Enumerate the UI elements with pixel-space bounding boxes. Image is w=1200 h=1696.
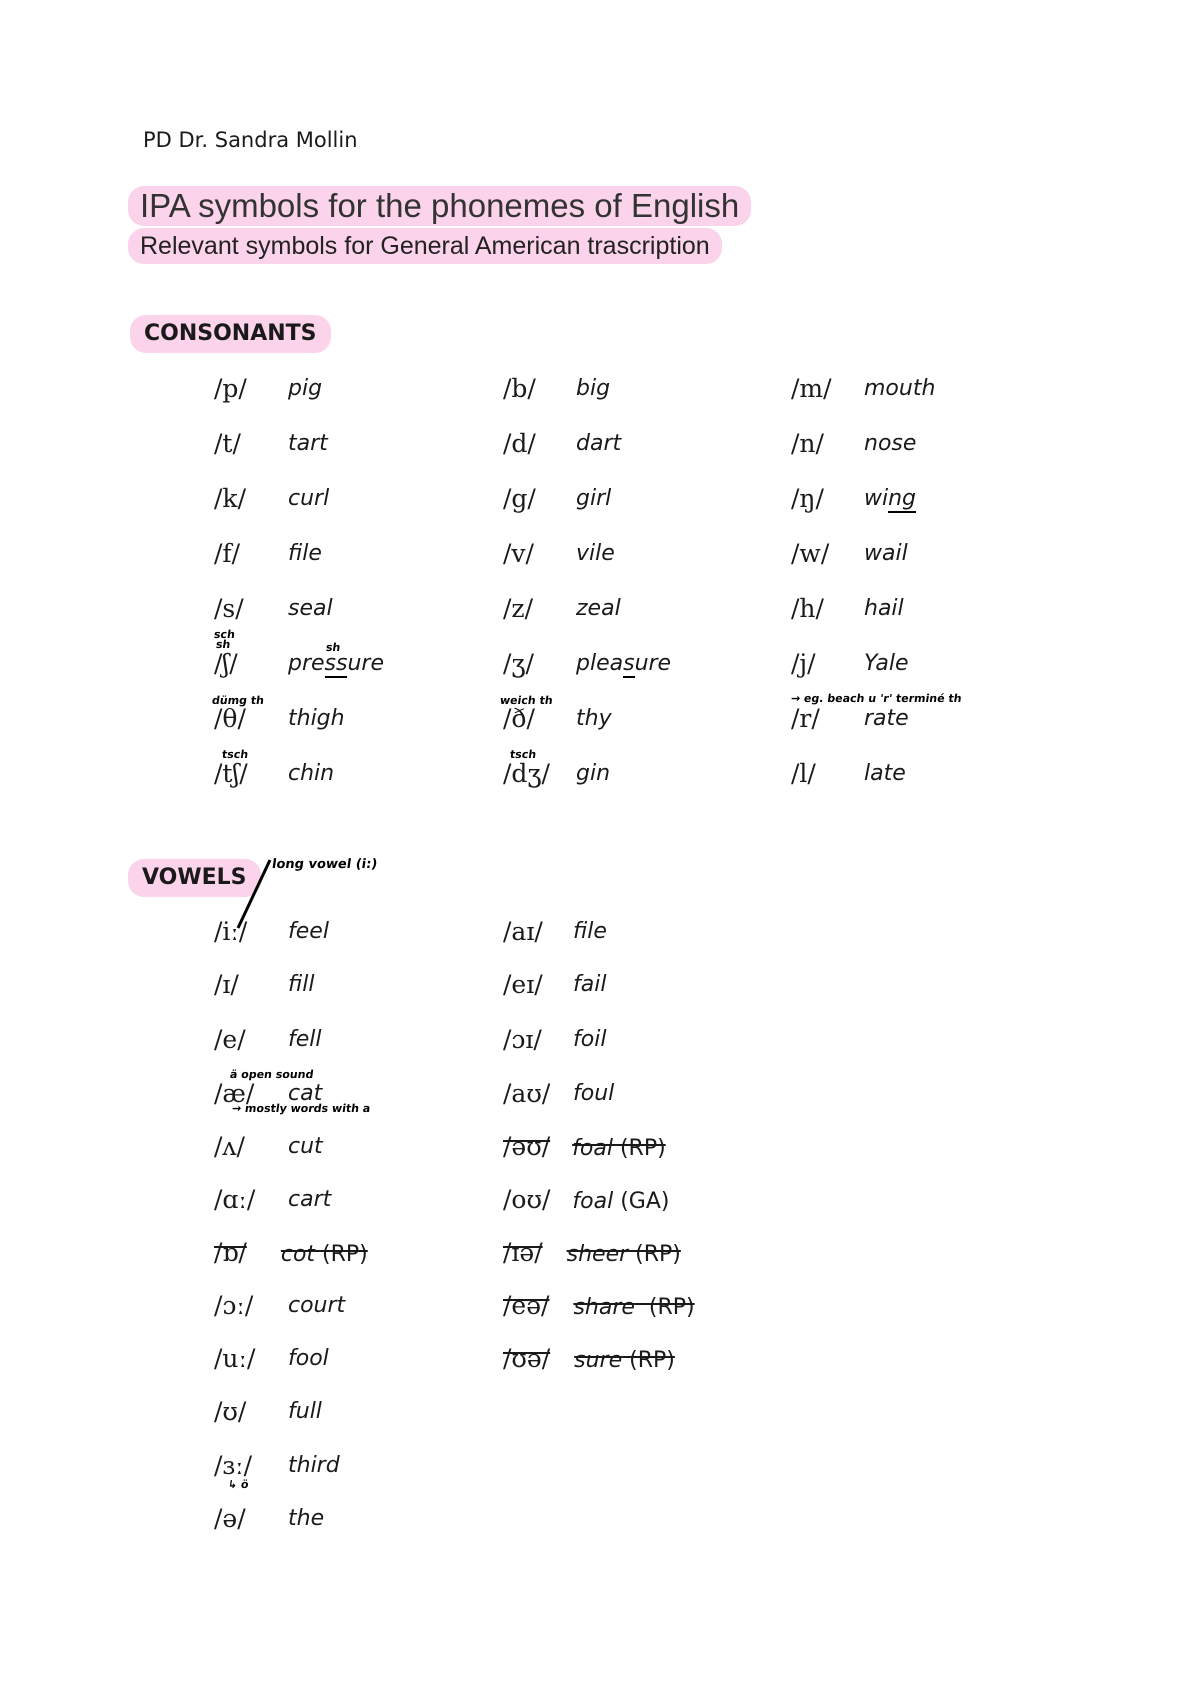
vowel-symbol: /aʊ/ bbox=[503, 1079, 551, 1108]
vowel-symbol: /ə/ bbox=[214, 1504, 246, 1533]
consonant-example: gin bbox=[576, 761, 611, 786]
struck-vowel-row bbox=[503, 1238, 681, 1267]
consonant-example: late bbox=[864, 761, 906, 786]
consonant-symbol: /s/ bbox=[214, 594, 244, 623]
vowel-example: cat bbox=[288, 1081, 323, 1106]
vowel-symbol: /ɒ/ bbox=[214, 1238, 247, 1267]
vowel-example: sheer bbox=[566, 1242, 629, 1267]
handwritten-note: sh bbox=[325, 641, 342, 654]
example-part: plea bbox=[576, 651, 624, 676]
vowel-symbol: /eə/ bbox=[503, 1291, 550, 1320]
handwritten-note: long vowel (i:) bbox=[270, 857, 379, 872]
vowel-symbol: /ɔː/ bbox=[214, 1291, 254, 1320]
page-title: IPA symbols for the phonemes of English bbox=[128, 186, 751, 226]
underlined-letters: ss bbox=[324, 651, 348, 676]
author-name: PD Dr. Sandra Mollin bbox=[143, 128, 358, 152]
handwritten-note: dümg th bbox=[211, 694, 265, 707]
handwritten-note: → mostly words with a bbox=[231, 1102, 372, 1115]
handwritten-note: tsch bbox=[221, 748, 250, 761]
consonant-symbol: /ð/ bbox=[503, 704, 535, 733]
example-part: pre bbox=[288, 651, 325, 676]
vowel-symbol: /ɔɪ/ bbox=[503, 1025, 542, 1054]
consonant-symbol: /w/ bbox=[791, 539, 830, 568]
consonant-example: hail bbox=[864, 596, 904, 621]
vowel-symbol: /ɪə/ bbox=[503, 1238, 543, 1267]
vowel-symbol: /oʊ/ bbox=[503, 1185, 551, 1214]
handwritten-note: sh bbox=[215, 638, 232, 651]
vowel-symbol: /ʌ/ bbox=[214, 1132, 245, 1161]
vowel-symbol: /æ/ bbox=[214, 1079, 255, 1108]
consonant-symbol: /j/ bbox=[791, 649, 816, 678]
vowel-symbol: /ɪ/ bbox=[214, 970, 239, 999]
consonant-example: pig bbox=[288, 376, 323, 401]
consonant-symbol: /b/ bbox=[503, 374, 536, 403]
vowel-example: sure bbox=[574, 1348, 623, 1373]
consonant-example: thy bbox=[576, 706, 612, 731]
vowel-example: foul bbox=[573, 1081, 615, 1106]
consonant-symbol: /g/ bbox=[503, 484, 536, 513]
handwritten-note: ↳ ö bbox=[227, 1478, 250, 1491]
underlined-letters: ng bbox=[888, 486, 917, 511]
vowel-example: cut bbox=[288, 1134, 323, 1159]
struck-vowel-row bbox=[214, 1238, 368, 1267]
handwritten-note: tsch bbox=[509, 748, 538, 761]
vowel-example: cot bbox=[280, 1242, 316, 1267]
consonant-symbol: /v/ bbox=[503, 539, 534, 568]
consonant-example: vile bbox=[576, 541, 615, 566]
vowel-symbol: /ʊə/ bbox=[503, 1344, 551, 1373]
page-subtitle: Relevant symbols for General American trascription bbox=[128, 228, 722, 264]
vowels-heading: VOWELS bbox=[128, 859, 261, 897]
consonant-symbol: /t/ bbox=[214, 429, 241, 458]
consonant-example: chin bbox=[288, 761, 335, 786]
consonant-symbol: /l/ bbox=[791, 759, 816, 788]
example-part: ure bbox=[634, 651, 672, 676]
vowel-example: foal bbox=[572, 1136, 613, 1161]
vowel-symbol: /iː/ bbox=[214, 917, 248, 946]
vowel-symbol: /eɪ/ bbox=[503, 970, 543, 999]
struck-vowel-row bbox=[503, 1344, 675, 1373]
consonant-symbol: /n/ bbox=[791, 429, 824, 458]
consonant-symbol: /ʒ/ bbox=[503, 649, 534, 678]
consonant-symbol: /r/ bbox=[791, 704, 820, 733]
vowel-symbol: /e/ bbox=[214, 1025, 246, 1054]
consonant-example: Yale bbox=[864, 651, 909, 676]
consonant-example bbox=[288, 651, 384, 676]
consonant-symbol: /θ/ bbox=[214, 704, 246, 733]
consonant-example: big bbox=[576, 376, 611, 401]
vowel-symbol: /aɪ/ bbox=[503, 917, 543, 946]
example-part: wi bbox=[864, 486, 889, 511]
vowel-example: fail bbox=[573, 972, 607, 997]
consonant-example bbox=[576, 651, 671, 676]
handwritten-note: sch bbox=[213, 628, 236, 641]
handwritten-note: ä open sound bbox=[229, 1068, 315, 1081]
consonant-example: mouth bbox=[864, 376, 936, 401]
vowel-example: file bbox=[573, 919, 607, 944]
vowel-symbol: /uː/ bbox=[214, 1344, 256, 1373]
consonant-example: tart bbox=[288, 431, 328, 456]
vowel-example: full bbox=[288, 1399, 322, 1424]
vowel-example: fill bbox=[288, 972, 315, 997]
variety-tag: (RP) bbox=[634, 1295, 695, 1320]
struck-vowel-row bbox=[503, 1132, 666, 1161]
handwritten-note: weich th bbox=[499, 694, 554, 707]
vowel-example: fool bbox=[288, 1346, 329, 1371]
consonant-example: dart bbox=[576, 431, 622, 456]
consonant-symbol: /k/ bbox=[214, 484, 246, 513]
consonant-example bbox=[864, 486, 916, 511]
consonant-example: wail bbox=[864, 541, 908, 566]
underlined-letters: s bbox=[623, 651, 635, 676]
consonant-example: zeal bbox=[576, 596, 621, 621]
variety-tag: (RP) bbox=[612, 1136, 666, 1161]
consonant-symbol: /h/ bbox=[791, 594, 824, 623]
vowel-example: share bbox=[573, 1295, 635, 1320]
consonant-symbol: /dʒ/ bbox=[503, 759, 550, 788]
vowel-example: foal bbox=[572, 1189, 614, 1214]
consonant-symbol: /ŋ/ bbox=[791, 484, 824, 513]
variety-tag: (RP) bbox=[628, 1242, 681, 1267]
struck-vowel-row bbox=[503, 1291, 695, 1320]
variety-tag: (GA) bbox=[613, 1189, 670, 1214]
vowel-symbol: /ɜː/ bbox=[214, 1451, 252, 1480]
vowel-example: feel bbox=[288, 919, 329, 944]
consonant-symbol: /f/ bbox=[214, 539, 241, 568]
consonant-symbol: /p/ bbox=[214, 374, 247, 403]
vowel-example: cart bbox=[288, 1187, 332, 1212]
consonant-example: rate bbox=[864, 706, 909, 731]
consonant-example: girl bbox=[576, 486, 612, 511]
vowel-example: court bbox=[288, 1293, 346, 1318]
consonant-example: seal bbox=[288, 596, 333, 621]
consonants-heading: CONSONANTS bbox=[130, 315, 331, 353]
vowel-example: fell bbox=[288, 1027, 322, 1052]
vowel-example: third bbox=[288, 1453, 340, 1478]
vowel-symbol: /əʊ/ bbox=[503, 1132, 551, 1161]
consonant-example: thigh bbox=[288, 706, 345, 731]
vowel-symbol: /ɑː/ bbox=[214, 1185, 256, 1214]
vowel-row bbox=[503, 1185, 669, 1214]
example-part: ure bbox=[347, 651, 385, 676]
consonant-symbol: /z/ bbox=[503, 594, 534, 623]
variety-tag: (RP) bbox=[315, 1242, 368, 1267]
consonant-example: file bbox=[288, 541, 322, 566]
vowel-example: foil bbox=[573, 1027, 607, 1052]
consonant-symbol: /m/ bbox=[791, 374, 832, 403]
handwritten-note: → eg. beach u 'r' terminé th bbox=[790, 692, 963, 705]
consonant-symbol: /ʃ/ bbox=[214, 649, 238, 678]
consonant-example: curl bbox=[288, 486, 330, 511]
consonant-example: nose bbox=[864, 431, 917, 456]
vowel-example: the bbox=[288, 1506, 325, 1531]
consonant-symbol: /d/ bbox=[503, 429, 536, 458]
consonant-symbol: /tʃ/ bbox=[214, 759, 248, 788]
vowel-symbol: /ʊ/ bbox=[214, 1397, 247, 1426]
variety-tag: (RP) bbox=[622, 1348, 675, 1373]
